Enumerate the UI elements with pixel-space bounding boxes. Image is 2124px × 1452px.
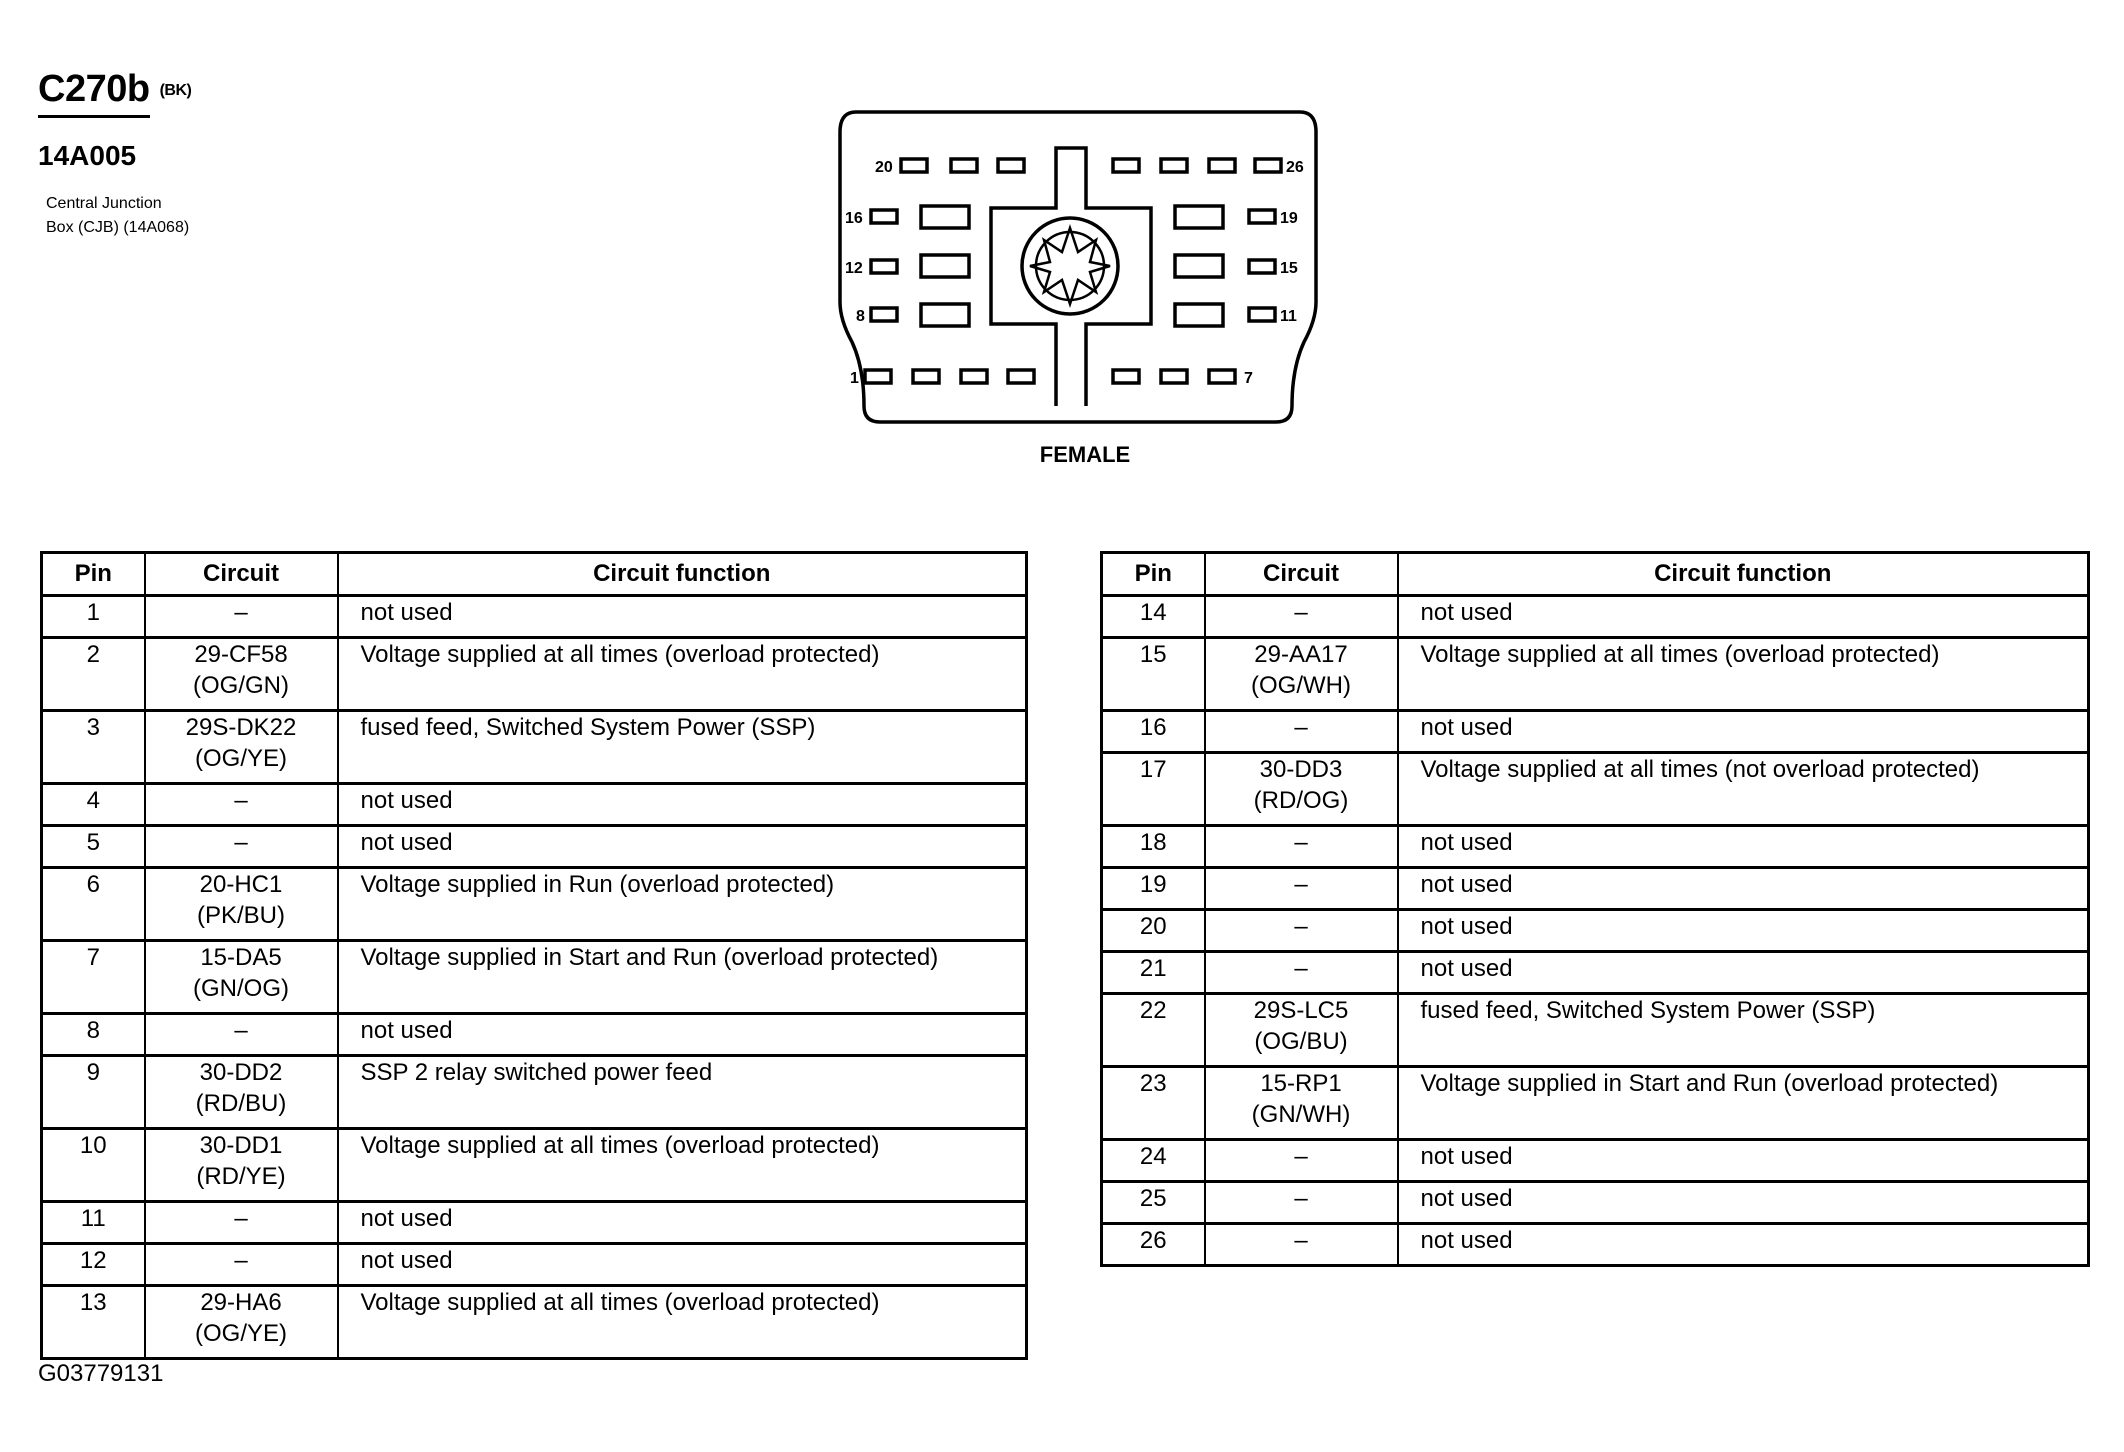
circuit-wire-color: (OG/YE) <box>194 1320 287 1347</box>
circuit-id: 30-DD1 <box>199 1132 283 1159</box>
pin-number: 22 <box>1102 994 1205 1067</box>
table-row <box>42 596 1027 638</box>
pin-number: 15 <box>1102 638 1205 711</box>
circuit-id: – <box>1294 829 1308 856</box>
circuit-function: Voltage supplied at all times (overload protected) <box>338 1286 1027 1359</box>
connector-id: C270b <box>38 68 150 118</box>
table-row <box>42 1244 1027 1286</box>
pin-cavity <box>1255 159 1281 172</box>
circuit-id: 20-HC1 <box>199 871 283 898</box>
pin-number: 14 <box>1102 596 1205 638</box>
pin-cavity-large <box>1175 255 1223 277</box>
table-row <box>1102 753 2089 826</box>
circuit-function: Voltage supplied in Start and Run (overload protected) <box>338 941 1027 1014</box>
circuit-cell <box>145 784 338 826</box>
circuit-wire-color: (PK/BU) <box>196 902 285 929</box>
table-row <box>42 1202 1027 1244</box>
circuit-cell <box>145 1202 338 1244</box>
pin-number: 11 <box>42 1202 145 1244</box>
table-row <box>42 1014 1027 1056</box>
circuit-function: not used <box>1398 596 2089 638</box>
circuit-cell <box>1205 1182 1398 1224</box>
circuit-wire-color: (OG/WH) <box>1251 672 1351 699</box>
pin-label-16: 16 <box>845 210 863 227</box>
pin-cavity <box>998 159 1024 172</box>
table-row <box>1102 638 2089 711</box>
table-row <box>42 784 1027 826</box>
pin-cavity <box>871 308 897 321</box>
pin-number: 23 <box>1102 1067 1205 1140</box>
circuit-cell <box>1205 711 1398 753</box>
pin-cavity <box>865 370 891 383</box>
circuit-id: – <box>1294 871 1308 898</box>
pin-number: 24 <box>1102 1140 1205 1182</box>
circuit-function: Voltage supplied at all times (overload protected) <box>338 1129 1027 1202</box>
circuit-id: – <box>234 829 248 856</box>
circuit-id: – <box>234 599 248 626</box>
center-hub-star <box>1030 228 1110 304</box>
table-header-row <box>1102 553 2089 596</box>
circuit-function: not used <box>1398 910 2089 952</box>
pin-number: 19 <box>1102 868 1205 910</box>
pin-label-15: 15 <box>1280 260 1298 277</box>
pin-cavity <box>913 370 939 383</box>
circuit-wire-color: (RD/YE) <box>196 1163 286 1190</box>
pin-cavity <box>961 370 987 383</box>
circuit-cell <box>145 826 338 868</box>
circuit-function: not used <box>338 596 1027 638</box>
table-row <box>1102 1224 2089 1266</box>
circuit-id: – <box>234 787 248 814</box>
circuit-id: 29-CF58 <box>194 641 288 668</box>
circuit-wire-color: (GN/OG) <box>193 975 289 1002</box>
pin-label-26: 26 <box>1286 159 1304 176</box>
table-row <box>1102 1067 2089 1140</box>
circuit-function: not used <box>1398 952 2089 994</box>
circuit-cell <box>1205 1067 1398 1140</box>
pin-cavity <box>1249 308 1275 321</box>
circuit-cell <box>145 596 338 638</box>
circuit-function: not used <box>338 1014 1027 1056</box>
pin-number: 5 <box>42 826 145 868</box>
circuit-function: not used <box>338 784 1027 826</box>
pin-table-right <box>1100 551 2090 1267</box>
pin-number: 12 <box>42 1244 145 1286</box>
circuit-id: – <box>234 1017 248 1044</box>
table-row <box>1102 711 2089 753</box>
circuit-function: not used <box>1398 1140 2089 1182</box>
table-header-row <box>42 553 1027 596</box>
pin-label-19: 19 <box>1280 210 1298 227</box>
table-row <box>42 638 1027 711</box>
table-row <box>1102 910 2089 952</box>
pin-number: 7 <box>42 941 145 1014</box>
pin-cavity-large <box>1175 304 1223 326</box>
pin-table-left <box>40 551 1028 1360</box>
pin-label-1: 1 <box>850 370 859 387</box>
header-pin: Pin <box>1102 553 1205 596</box>
description-line-2: Box (CJB) (14A068) <box>46 219 190 236</box>
circuit-id: 29-HA6 <box>200 1289 282 1316</box>
circuit-function: fused feed, Switched System Power (SSP) <box>338 711 1027 784</box>
pin-number: 3 <box>42 711 145 784</box>
pin-cavity-large <box>921 304 969 326</box>
circuit-cell <box>1205 994 1398 1067</box>
circuit-function: Voltage supplied in Start and Run (overload protected) <box>1398 1067 2089 1140</box>
pin-cavity <box>1113 370 1139 383</box>
circuit-cell <box>145 1244 338 1286</box>
pin-cavity <box>901 159 927 172</box>
circuit-cell <box>1205 910 1398 952</box>
circuit-function: not used <box>338 826 1027 868</box>
circuit-cell <box>145 1129 338 1202</box>
pin-cavity <box>1249 210 1275 223</box>
circuit-cell <box>145 1286 338 1359</box>
circuit-function: not used <box>1398 1224 2089 1266</box>
table-row <box>42 826 1027 868</box>
part-number: 14A005 <box>38 140 137 171</box>
pin-label-11: 11 <box>1280 308 1297 325</box>
pin-number: 4 <box>42 784 145 826</box>
pin-number: 1 <box>42 596 145 638</box>
circuit-id: – <box>1294 955 1308 982</box>
pin-label-20: 20 <box>875 159 893 176</box>
pin-number: 20 <box>1102 910 1205 952</box>
circuit-wire-color: (OG/BU) <box>1254 1028 1348 1055</box>
circuit-cell <box>1205 868 1398 910</box>
pin-number: 21 <box>1102 952 1205 994</box>
circuit-cell <box>1205 952 1398 994</box>
pin-number: 13 <box>42 1286 145 1359</box>
circuit-id: – <box>1294 1227 1308 1254</box>
circuit-id: – <box>234 1205 248 1232</box>
circuit-wire-color: (OG/GN) <box>193 672 289 699</box>
table-row <box>1102 994 2089 1067</box>
pin-cavity-large <box>921 206 969 228</box>
pin-cavity <box>1209 370 1235 383</box>
connector-face-diagram <box>828 106 1328 436</box>
figure-id: G03779131 <box>38 1360 164 1387</box>
circuit-id: 29S-LC5 <box>1253 997 1349 1024</box>
pin-number: 9 <box>42 1056 145 1129</box>
pin-cavity-large <box>921 255 969 277</box>
header-function: Circuit function <box>338 553 1027 596</box>
header-pin: Pin <box>42 553 145 596</box>
table-row <box>42 868 1027 941</box>
connector-title <box>38 68 191 118</box>
circuit-function: Voltage supplied in Run (overload protected) <box>338 868 1027 941</box>
table-row <box>42 1056 1027 1129</box>
circuit-function: not used <box>338 1244 1027 1286</box>
table-row <box>1102 952 2089 994</box>
pin-cavity <box>1008 370 1034 383</box>
circuit-id: – <box>1294 1185 1308 1212</box>
connector-gender-label: FEMALE <box>1039 442 1131 467</box>
table-row <box>1102 1140 2089 1182</box>
circuit-function: not used <box>1398 868 2089 910</box>
circuit-cell <box>1205 638 1398 711</box>
circuit-cell <box>1205 1224 1398 1266</box>
pin-cavity <box>1209 159 1235 172</box>
circuit-id: 15-RP1 <box>1260 1070 1342 1097</box>
circuit-function: Voltage supplied at all times (overload protected) <box>338 638 1027 711</box>
circuit-function: not used <box>1398 826 2089 868</box>
circuit-wire-color: (RD/BU) <box>195 1090 287 1117</box>
pin-number: 10 <box>42 1129 145 1202</box>
circuit-cell <box>145 1056 338 1129</box>
pin-number: 25 <box>1102 1182 1205 1224</box>
table-row <box>42 1129 1027 1202</box>
header-circuit: Circuit <box>1205 553 1398 596</box>
circuit-cell <box>145 638 338 711</box>
circuit-id: – <box>234 1247 248 1274</box>
pin-number: 16 <box>1102 711 1205 753</box>
circuit-function: not used <box>1398 711 2089 753</box>
circuit-id: – <box>1294 714 1308 741</box>
pin-number: 8 <box>42 1014 145 1056</box>
circuit-function: Voltage supplied at all times (overload protected) <box>1398 638 2089 711</box>
circuit-cell <box>1205 826 1398 868</box>
table-row <box>42 711 1027 784</box>
circuit-id: 29S-DK22 <box>185 714 297 741</box>
circuit-wire-color: (RD/OG) <box>1253 787 1349 814</box>
pin-number: 26 <box>1102 1224 1205 1266</box>
circuit-function: not used <box>338 1202 1027 1244</box>
circuit-cell <box>1205 753 1398 826</box>
table-row <box>42 941 1027 1014</box>
pin-number: 17 <box>1102 753 1205 826</box>
table-row <box>1102 596 2089 638</box>
pin-label-12: 12 <box>845 260 863 277</box>
header-circuit: Circuit <box>145 553 338 596</box>
pin-cavity <box>951 159 977 172</box>
pin-cavity <box>1161 370 1187 383</box>
description-line-1: Central Junction <box>46 195 162 212</box>
circuit-cell <box>145 941 338 1014</box>
table-row <box>42 1286 1027 1359</box>
circuit-id: – <box>1294 599 1308 626</box>
component-description <box>46 192 266 240</box>
circuit-id: – <box>1294 913 1308 940</box>
circuit-wire-color: (OG/YE) <box>194 745 287 772</box>
pin-cavity <box>871 210 897 223</box>
circuit-id: 29-AA17 <box>1254 641 1348 668</box>
circuit-cell <box>1205 1140 1398 1182</box>
circuit-wire-color: (GN/WH) <box>1251 1101 1351 1128</box>
header-function: Circuit function <box>1398 553 2089 596</box>
circuit-cell <box>145 711 338 784</box>
circuit-function: SSP 2 relay switched power feed <box>338 1056 1027 1129</box>
circuit-id: – <box>1294 1143 1308 1170</box>
pin-cavity <box>1113 159 1139 172</box>
pin-number: 18 <box>1102 826 1205 868</box>
pin-number: 2 <box>42 638 145 711</box>
circuit-function: not used <box>1398 1182 2089 1224</box>
circuit-function: Voltage supplied at all times (not overload protected) <box>1398 753 2089 826</box>
circuit-cell <box>145 1014 338 1056</box>
circuit-function: fused feed, Switched System Power (SSP) <box>1398 994 2089 1067</box>
table-row <box>1102 1182 2089 1224</box>
pin-cavity <box>1161 159 1187 172</box>
circuit-cell <box>145 868 338 941</box>
pin-label-8: 8 <box>856 308 865 325</box>
connector-color: (BK) <box>159 81 192 99</box>
circuit-cell <box>1205 596 1398 638</box>
pin-label-7: 7 <box>1244 370 1253 387</box>
center-key-outline <box>991 148 1151 406</box>
pin-cavity-large <box>1175 206 1223 228</box>
pin-cavity <box>871 260 897 273</box>
pin-cavity <box>1249 260 1275 273</box>
table-row <box>1102 826 2089 868</box>
circuit-id: 15-DA5 <box>200 944 282 971</box>
circuit-id: 30-DD3 <box>1259 756 1343 783</box>
table-row <box>1102 868 2089 910</box>
pin-number: 6 <box>42 868 145 941</box>
circuit-id: 30-DD2 <box>199 1059 283 1086</box>
